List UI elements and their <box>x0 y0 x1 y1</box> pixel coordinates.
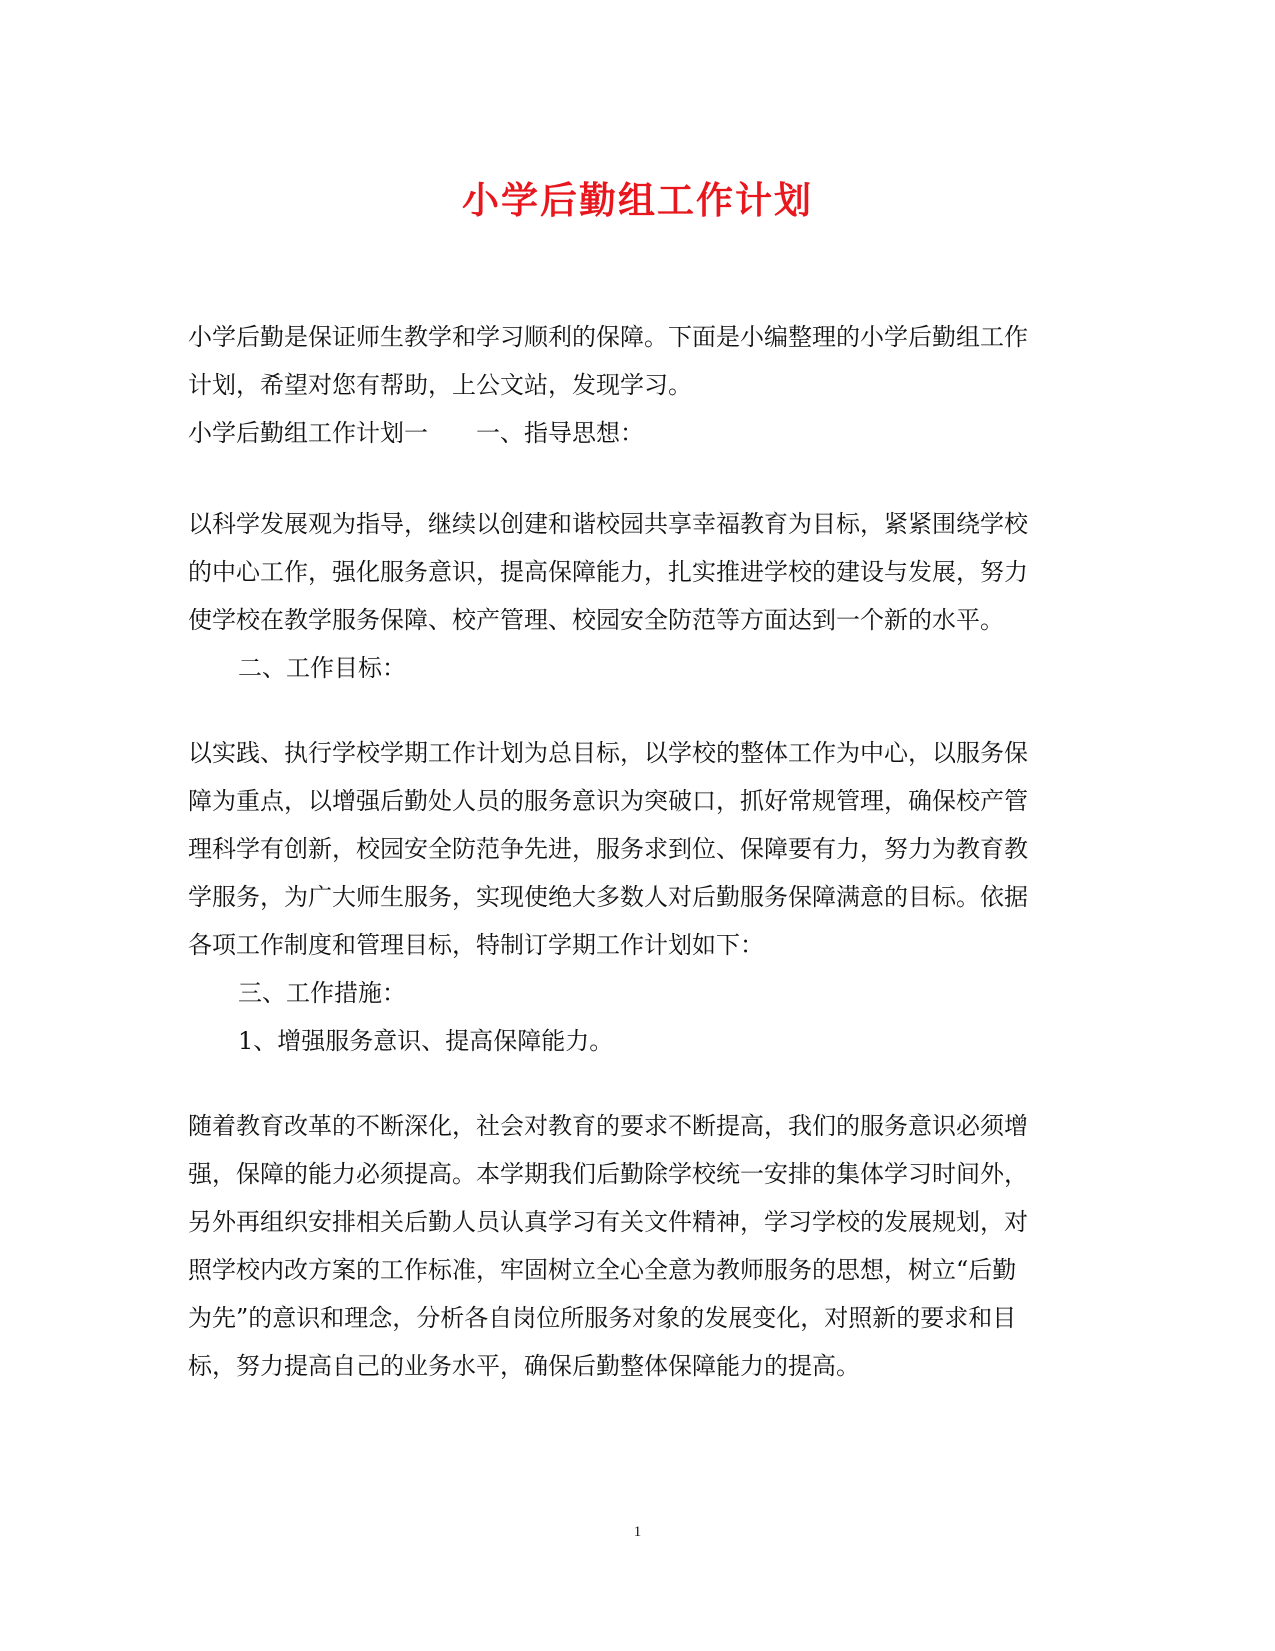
measure-1-line-1: 随着教育改革的不断深化，社会对教育的要求不断提高，我们的服务意识必须增 <box>188 1112 1028 1140</box>
guiding-line-1: 以科学发展观为指导，继续以创建和谐校园共享幸福教育为目标，紧紧围绕学校 <box>188 510 1028 538</box>
measure-1-line-2: 强，保障的能力必须提高。本学期我们后勤除学校统一安排的集体学习时间外， <box>188 1160 1028 1188</box>
goals-line-3: 理科学有创新，校园安全防范争先进，服务求到位、保障要有力，努力为教育教 <box>188 835 1028 863</box>
measure-1-paragraph <box>188 1102 1068 1390</box>
goals-line-5: 各项工作制度和管理目标，特制订学期工作计划如下： <box>188 931 764 959</box>
measure-1-line-3: 另外再组织安排相关后勤人员认真学习有关文件精神，学习学校的发展规划，对 <box>188 1208 1028 1236</box>
guiding-line-2: 的中心工作，强化服务意识，提高保障能力，扎实推进学校的建设与发展，努力 <box>188 558 1028 586</box>
guiding-line-3: 使学校在教学服务保障、校产管理、校园安全防范等方面达到一个新的水平。 <box>188 606 1004 634</box>
document-title: 小学后勤组工作计划 <box>462 178 813 222</box>
page-number: 1 <box>633 1524 642 1540</box>
section-2-heading: 二、工作目标： <box>238 654 406 682</box>
plan-heading: 小学后勤组工作计划一 一、指导思想： <box>188 419 644 447</box>
measure-1-line-6: 标，努力提高自己的业务水平，确保后勤整体保障能力的提高。 <box>188 1352 860 1380</box>
goals-line-1: 以实践、执行学校学期工作计划为总目标，以学校的整体工作为中心，以服务保 <box>188 739 1028 767</box>
section-3-heading: 三、工作措施： <box>238 979 406 1007</box>
goals-paragraph <box>188 729 1068 1065</box>
goals-line-2: 障为重点，以增强后勤处人员的服务意识为突破口，抓好常规管理，确保校产管 <box>188 787 1028 815</box>
measure-1-heading: 1、增强服务意识、提高保障能力。 <box>238 1027 614 1055</box>
goals-line-4: 学服务，为广大师生服务，实现使绝大多数人对后勤服务保障满意的目标。依据 <box>188 883 1028 911</box>
intro-line-1: 小学后勤是保证师生教学和学习顺利的保障。下面是小编整理的小学后勤组工作 <box>188 323 1028 351</box>
measure-1-line-4: 照学校内改方案的工作标准，牢固树立全心全意为教师服务的思想，树立“后勤 <box>188 1256 1017 1284</box>
intro-paragraph <box>188 313 1068 457</box>
guiding-paragraph <box>188 500 1068 692</box>
measure-1-line-5: 为先”的意识和理念，分析各自岗位所服务对象的发展变化，对照新的要求和目 <box>188 1304 1017 1332</box>
intro-line-2: 计划，希望对您有帮助，上公文站，发现学习。 <box>188 371 692 399</box>
